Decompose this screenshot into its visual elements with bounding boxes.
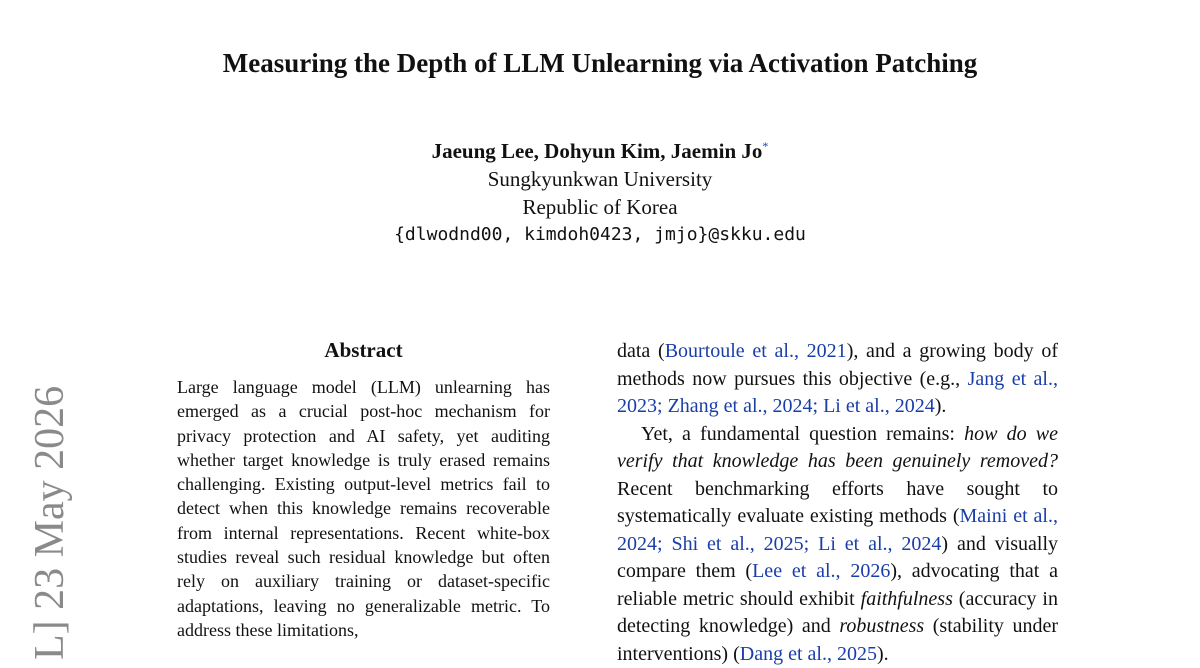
citation-link[interactable]: Dang et al., 2025	[740, 643, 877, 665]
citation-link[interactable]: Li et al., 2024	[823, 395, 935, 417]
text-run: ).	[877, 643, 889, 665]
text-run: data (	[617, 340, 665, 362]
text-run: ;	[657, 533, 671, 555]
abstract-section	[177, 338, 550, 642]
author-names: Jaeung Lee, Dohyun Kim, Jaemin Jo	[432, 139, 763, 163]
text-run: ) and visually compare them (	[617, 533, 1058, 583]
emphasized-term: robustness	[839, 615, 924, 637]
text-run: (accuracy in detecting knowledge) and	[617, 588, 1058, 638]
citation-link[interactable]: Maini et al., 2024	[617, 505, 1058, 555]
text-run: ), and a growing body of methods now pursues this objective (e.g.,	[617, 340, 1058, 390]
corresponding-author-marker[interactable]: *	[762, 139, 768, 153]
author-block	[0, 132, 1200, 249]
affiliation: Sungkyunkwan University	[0, 165, 1200, 193]
author-names-line	[0, 132, 1200, 165]
text-run: (stability under interventions) (	[617, 615, 1058, 665]
paper-title: Measuring the Depth of LLM Unlearning via Activation Patching	[0, 48, 1200, 79]
text-run: ), advocating that a reliable metric should exhibit	[617, 560, 1058, 610]
text-run: ;	[657, 395, 668, 417]
text-run: Recent benchmarking efforts have sought to systematically evaluate existing methods (	[617, 478, 1058, 528]
text-run: ).	[935, 395, 947, 417]
abstract-heading: Abstract	[177, 338, 550, 363]
citation-link[interactable]: Jang et al., 2023	[617, 368, 1058, 418]
intro-paragraph-2	[617, 421, 1058, 668]
text-run: ;	[804, 533, 818, 555]
citation-link[interactable]: Shi et al., 2025	[671, 533, 803, 555]
abstract-body: Large language model (LLM) unlearning has emerged as a crucial post-hoc mechanism for privacy protection and AI safety, yet auditing whether target knowledge is truly erased remains challenging. Existing output-level metrics fail to detect when this knowledge remains recoverable from internal representations. Recent white-box studies reveal such residual knowledge but often rely on auxiliary training or dataset-specific adaptations, leaving no generalizable metric. To address these limitations,	[177, 375, 550, 642]
citation-link[interactable]: Lee et al., 2026	[752, 560, 890, 582]
citation-link[interactable]: Li et al., 2024	[818, 533, 941, 555]
author-emails: {dlwodnd00, kimdoh0423, jmjo}@skku.edu	[0, 221, 1200, 249]
intro-paragraph-1	[617, 338, 1058, 421]
emphasized-question: how do we verify that knowledge has been genuinely removed?	[617, 423, 1058, 473]
arxiv-side-stamp: L] 23 May 2026	[26, 386, 74, 660]
text-run: ;	[813, 395, 824, 417]
text-run: Yet, a fundamental question remains:	[641, 423, 964, 445]
citation-link[interactable]: Zhang et al., 2024	[668, 395, 813, 417]
emphasized-term: faithfulness	[861, 588, 953, 610]
citation-link[interactable]: Bourtoule et al., 2021	[665, 340, 847, 362]
intro-column	[617, 338, 1058, 668]
country: Republic of Korea	[0, 193, 1200, 221]
